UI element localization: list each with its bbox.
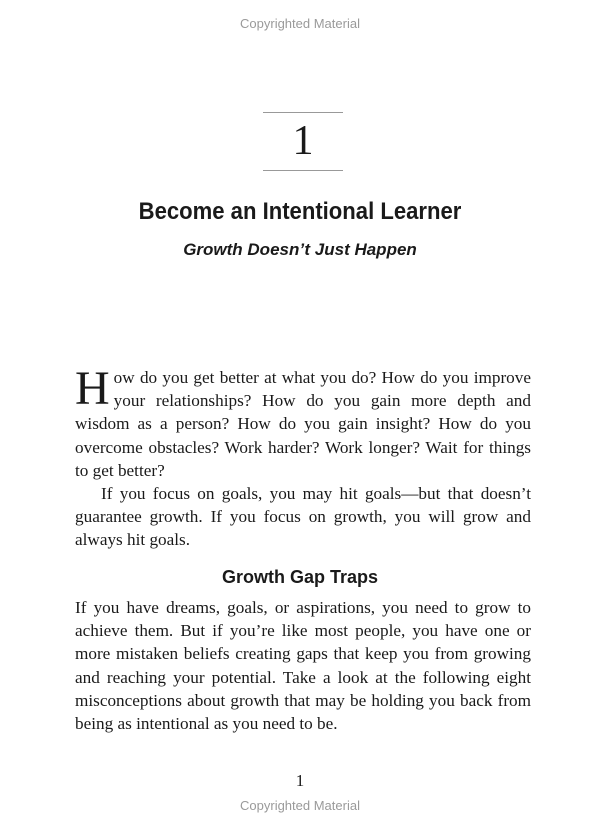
copyright-watermark-bottom: Copyrighted Material: [240, 798, 360, 813]
second-paragraph-text: If you focus on goals, you may hit goals—but that doesn’t guarantee growth. If you focus on growth, you will grow and always hit goals.: [75, 484, 531, 550]
chapter-subtitle: Growth Doesn’t Just Happen: [183, 240, 417, 259]
second-paragraph: [75, 482, 531, 552]
section-heading: Growth Gap Traps: [221, 567, 379, 587]
chapter-number-box: [263, 112, 343, 171]
chapter-title: Become an Intentional Learner: [138, 198, 462, 225]
intro-paragraph: [75, 362, 531, 482]
copyright-watermark-top: Copyrighted Material: [240, 16, 360, 31]
page-number: 1: [295, 771, 305, 790]
intro-paragraph-text: ow do you get better at what you do? How do you improve your relationships? How do you gain more depth and wisdom as a person? How do you gain insight? How do you overcome obstacles? Work harder? Work longer? Wait for things to get better?: [75, 368, 531, 480]
section-paragraph-text: If you have dreams, goals, or aspirations, you need to grow to achieve them. But if you’re like most people, you have one or more mistaken beliefs creating gaps that keep you from growing and reaching your potential. Take a look at the following eight misconceptions about growth that may be holding you back from being as intentional as you need to be.: [75, 598, 531, 734]
chapter-number: 1: [292, 118, 314, 164]
drop-cap: H: [75, 362, 110, 415]
section-paragraph: [75, 596, 531, 735]
